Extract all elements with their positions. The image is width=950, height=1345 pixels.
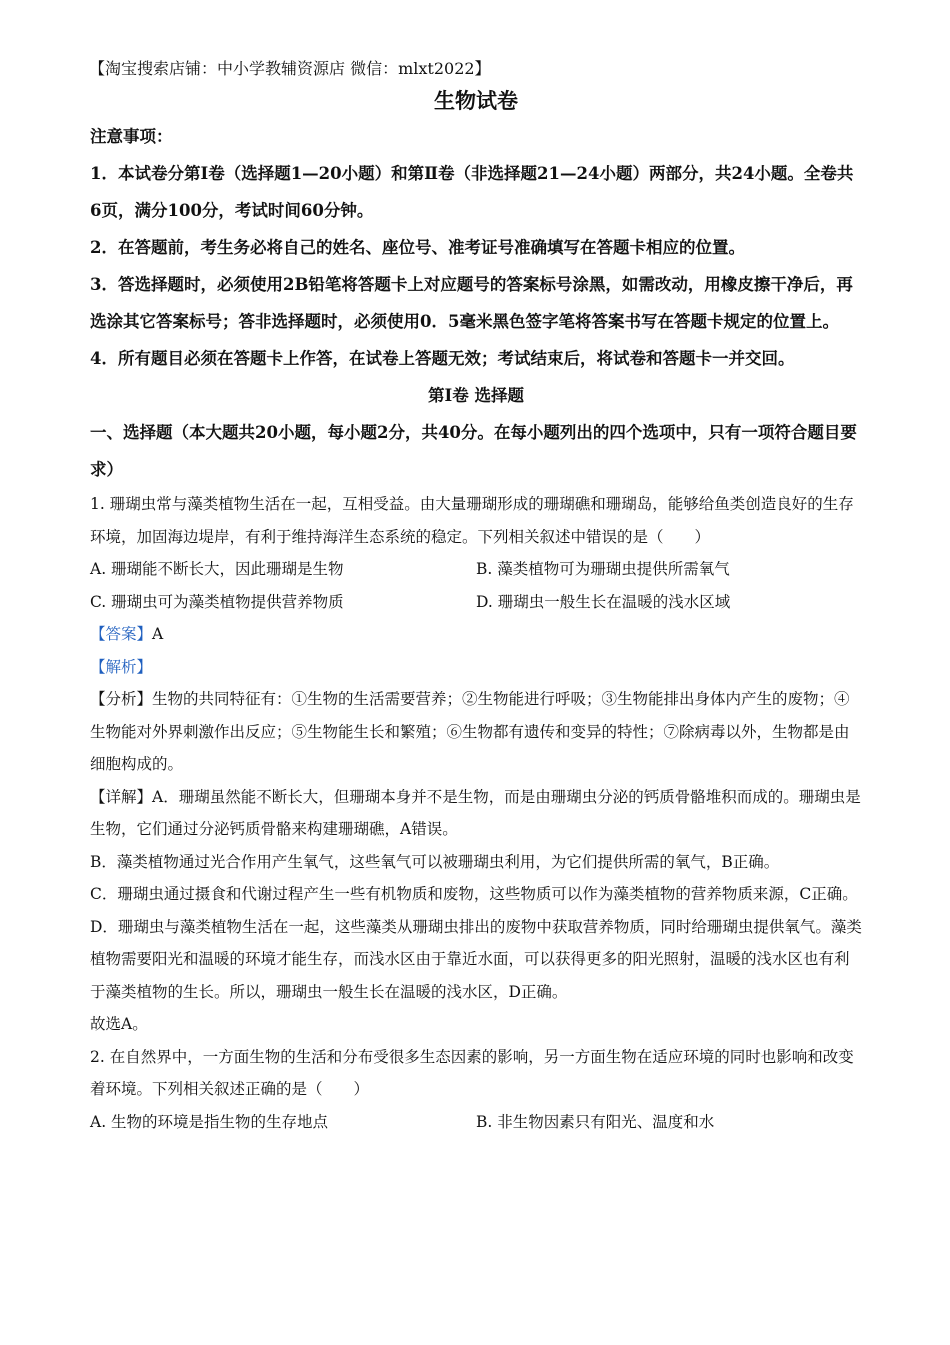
question-1-options-row-1 bbox=[90, 553, 862, 586]
fenxi-paragraph bbox=[90, 683, 862, 781]
xiangjie-paragraph bbox=[90, 781, 862, 846]
analysis-tag: 【解析】 bbox=[90, 657, 153, 676]
note-item: 1．本试卷分第Ⅰ卷（选择题1—20小题）和第Ⅱ卷（非选择题21—24小题）两部分，共24小题。全卷共6页，满分100分，考试时间60分钟。 bbox=[90, 164, 854, 220]
fenxi-tag: 【分析】 bbox=[90, 690, 153, 708]
xiangjie-d: D．珊瑚虫与藻类植物生活在一起，这些藻类从珊瑚虫排出的废物中获取营养物质，同时给珊瑚虫提供氧气。藻类植物需要阳光和温暖的环境才能生存，而浅水区由于靠近水面，可以获得更多的阳光照射，温暖的浅水区也有利于藻类植物的生长。所以，珊瑚虫一般生长在温暖的浅水区，D正确。 bbox=[90, 917, 862, 1001]
fenxi-text: 生物的共同特征有：①生物的生活需要营养；②生物能进行呼吸；③生物能排出身体内产生的废物；④生物能对外界刺激作出反应；⑤生物能生长和繁殖；⑥生物都有遗传和变异的特性；⑦除病毒以外，生物都是由细胞构成的。 bbox=[90, 690, 850, 773]
question-1-stem: 1. 珊瑚虫常与藻类植物生活在一起，互相受益。由大量珊瑚形成的珊瑚礁和珊瑚岛，能够给鱼类创造良好的生存环境，加固海边堤岸，有利于维持海洋生态系统的稳定。下列相关叙述中错误的是（ ） bbox=[90, 495, 854, 546]
question-2-stem: 2. 在自然界中，一方面生物的生活和分布受很多生态因素的影响，另一方面生物在适应环境的同时也影响和改变着环境。下列相关叙述正确的是（ ） bbox=[90, 1047, 854, 1098]
note-item: 3．答选择题时，必须使用2B铅笔将答题卡上对应题号的答案标号涂黑，如需改动，用橡皮擦干净后，再选涂其它答案标号；答非选择题时，必须使用0．5毫米黑色签字笔将答案书写在答题卡规定的位置上。 bbox=[90, 275, 853, 331]
question-1-options-row-2 bbox=[90, 586, 862, 619]
note-item: 4．所有题目必须在答题卡上作答，在试卷上答题无效；考试结束后，将试卷和答题卡一并交回。 bbox=[90, 349, 795, 368]
option-d: D. 珊瑚虫一般生长在温暖的浅水区域 bbox=[476, 592, 731, 611]
xiangjie-a: A．珊瑚虽然能不断长大，但珊瑚本身并不是生物，而是由珊瑚虫分泌的钙质骨骼堆积而成的。珊瑚虫是生物，它们通过分泌钙质骨骼来构建珊瑚礁，A错误。 bbox=[90, 787, 861, 838]
section-heading: 一、选择题（本大题共20小题，每小题2分，共40分。在每小题列出的四个选项中，只有一项符合题目要求） bbox=[90, 423, 857, 479]
notes-heading: 注意事项： bbox=[90, 127, 173, 146]
note-item: 2．在答题前，考生务必将自己的姓名、座位号、准考证号准确填写在答题卡相应的位置。 bbox=[90, 238, 745, 257]
xiangjie-tag: 【详解】 bbox=[90, 787, 153, 806]
section-title: 第Ⅰ卷 选择题 bbox=[428, 386, 524, 405]
exam-page bbox=[90, 56, 862, 1138]
answer-value: A bbox=[152, 625, 164, 643]
option-a: A. 珊瑚能不断长大，因此珊瑚是生物 bbox=[90, 560, 344, 578]
question-2-options-row-1 bbox=[90, 1106, 862, 1139]
xiangjie-b: B．藻类植物通过光合作用产生氧气，这些氧气可以被珊瑚虫利用，为它们提供所需的氧气，B正确。 bbox=[90, 852, 780, 871]
page-title: 生物试卷 bbox=[434, 88, 518, 113]
option-b: B. 非生物因素只有阳光、温度和水 bbox=[476, 1112, 715, 1131]
xiangjie-c: C．珊瑚虫通过摄食和代谢过程产生一些有机物质和废物，这些物质可以作为藻类植物的营养物质来源，C正确。 bbox=[90, 885, 858, 903]
shop-banner: 【淘宝搜索店铺：中小学教辅资源店 微信：mlxt2022】 bbox=[89, 59, 491, 78]
notes-block bbox=[90, 118, 862, 377]
option-c: C. 珊瑚虫可为藻类植物提供营养物质 bbox=[90, 592, 344, 611]
conclusion: 故选A。 bbox=[90, 1015, 148, 1033]
answer-tag: 【答案】 bbox=[90, 625, 153, 643]
option-a: A. 生物的环境是指生物的生存地点 bbox=[90, 1112, 329, 1131]
answer-line bbox=[90, 618, 862, 651]
option-b: B. 藻类植物可为珊瑚虫提供所需氧气 bbox=[476, 560, 730, 578]
